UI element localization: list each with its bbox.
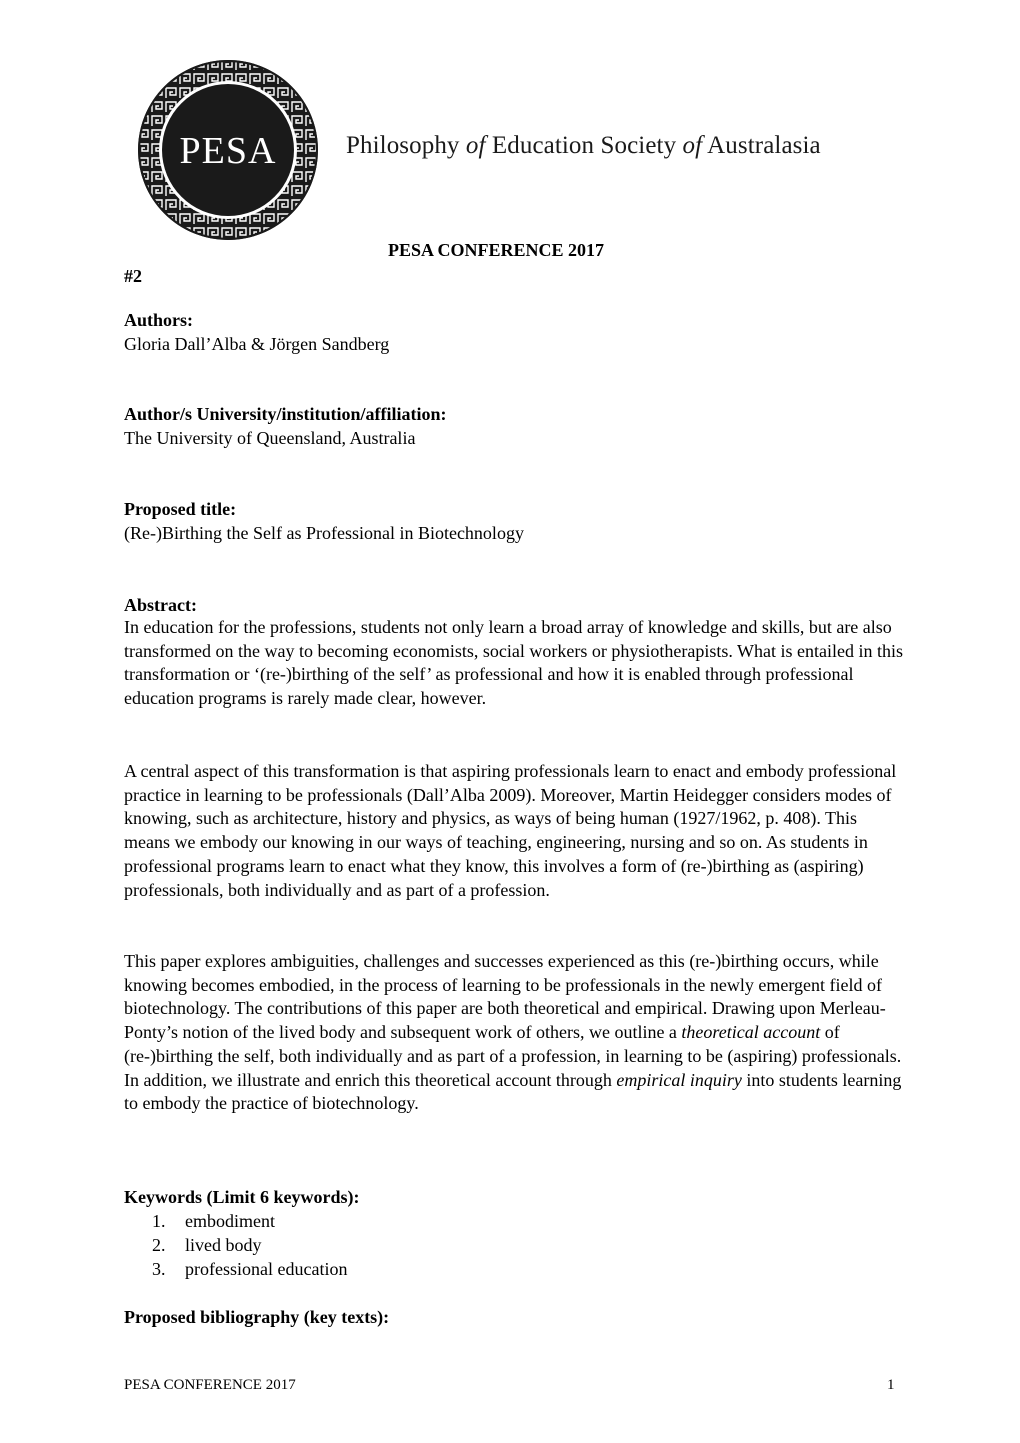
logo-text: PESA: [179, 130, 277, 172]
bibliography-label: Proposed bibliography (key texts):: [124, 1307, 390, 1327]
list-item: 2. lived body: [152, 1235, 262, 1255]
list-item: 3. professional education: [152, 1259, 348, 1279]
pesa-logo: [136, 58, 320, 242]
abstract-paragraph-2: A central aspect of this transformation is that aspiring professionals learn to enact and embody professional practice in learning to be professionals (Dall’Alba 2009). Moreover, Martin Heidegger considers modes of knowing, such as architecture, history and physics, as ways of being human (1927/1962, p. 408). This means we embody our knowing in our ways of teaching, engineering, nursing and so on. As students in professional programs learn to enact what they know, this involves a form of (re-)birthing as (aspiring) professionals, both individually and as part of a profession.: [124, 761, 897, 900]
affiliation-label: Author/s University/institution/affiliation:: [124, 404, 447, 424]
authors-value: Gloria Dall’Alba & Jörgen Sandberg: [124, 334, 390, 354]
keywords-label: Keywords (Limit 6 keywords):: [124, 1187, 360, 1207]
abstract-paragraph-1: In education for the professions, students not only learn a broad array of knowledge and skills, but are also transformed on the way to becoming economists, social workers or physiotherapists. What is entailed in this transformation or ‘(re-)birthing of the self’ as professional and how it is enabled through professional education programs is rarely made clear, however.: [124, 617, 904, 709]
paper-number: #2: [124, 266, 142, 286]
page-number: 1: [887, 1377, 895, 1393]
affiliation-value: The University of Queensland, Australia: [124, 428, 416, 448]
affiliation-section: [124, 402, 904, 450]
authors-label: Authors:: [124, 310, 194, 330]
proposed-title-section: [124, 497, 904, 545]
abstract-paragraph-3: This paper explores ambiguities, challenges and successes experienced as this (re-)birthing occurs, while knowing becomes embodied, in the process of learning to be professionals in the newly emergent field of biotechnology. The contributions of this paper are both theoretical and empirical. Drawing upon Merleau-Ponty’s notion of the lived body and subsequent work of others, we outline a theoretical account of (re-)birthing the self, both individually and as part of a profession, in learning to be (aspiring) professionals. In addition, we illustrate and enrich this theoretical account through empirical inquiry into students learning to embody the practice of biotechnology.: [124, 951, 902, 1114]
footer-text: PESA CONFERENCE 2017: [124, 1377, 296, 1393]
proposed-title-label: Proposed title:: [124, 499, 237, 519]
list-item: 1. embodiment: [152, 1211, 275, 1231]
conference-title: PESA CONFERENCE 2017: [388, 240, 605, 260]
abstract-label: Abstract:: [124, 595, 197, 615]
proposed-title-value: (Re-)Birthing the Self as Professional in Biotechnology: [124, 523, 524, 543]
authors-section: [124, 308, 904, 356]
keywords-section: [124, 1185, 359, 1281]
society-name: Philosophy of Education Society of Australasia: [346, 132, 821, 159]
